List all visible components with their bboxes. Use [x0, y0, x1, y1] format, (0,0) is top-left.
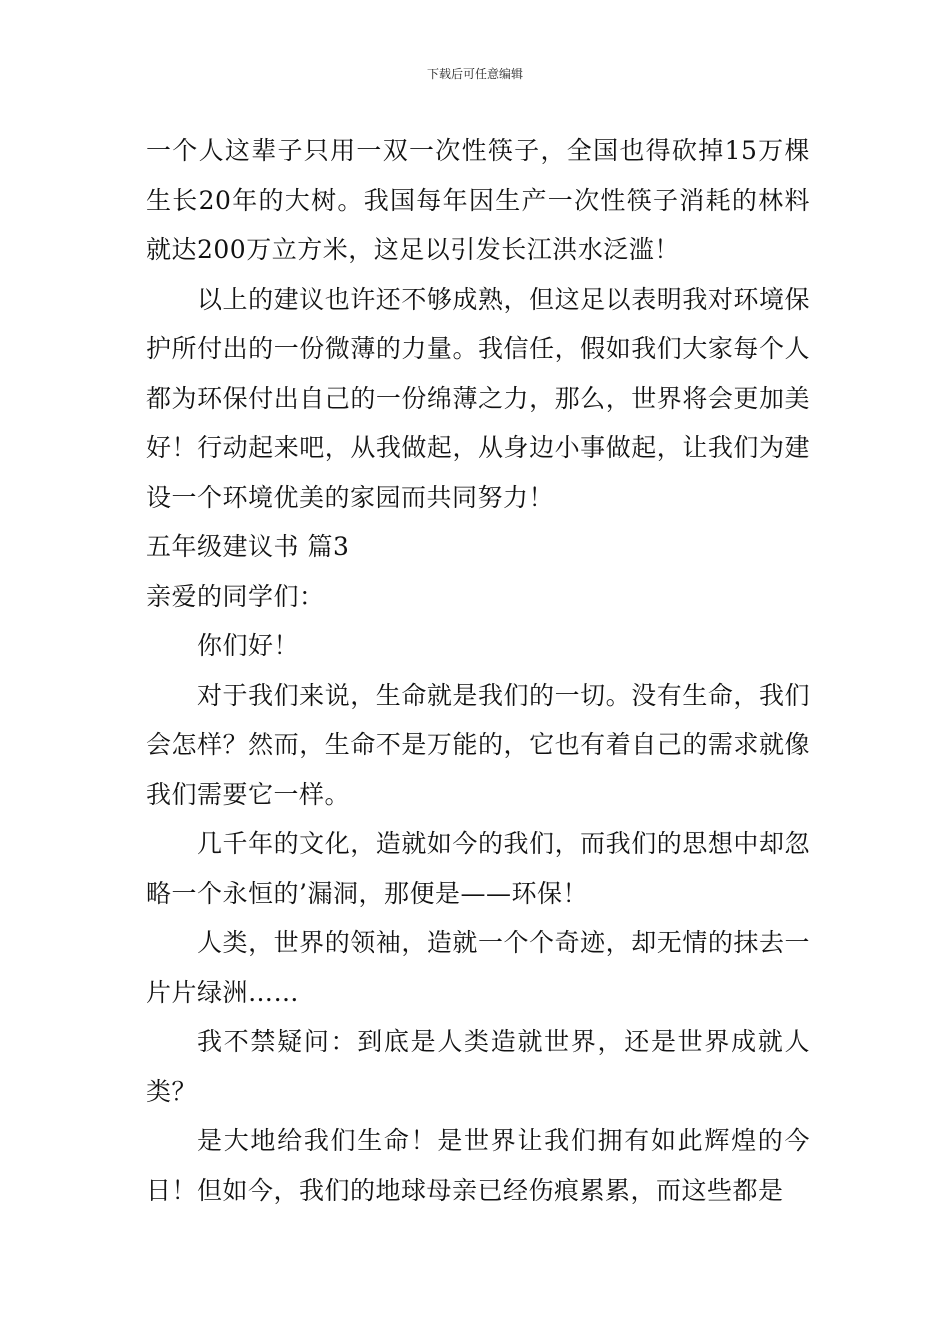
page-header-note: 下载后可任意编辑	[426, 67, 523, 81]
paragraph-life: 对于我们来说，生命就是我们的一切。没有生命，我们会怎样？然而，生命不是万能的，它也有着自己的需求就像我们需要它一样。	[146, 680, 810, 809]
paragraph-conclusion: 以上的建议也许还不够成熟，但这足以表明我对环境保护所付出的一份微薄的力量。我信任，假如我们大家每个人都为环保付出自己的一份绵薄之力，那么，世界将会更加美好！行动起来吧，从我做起，从身边小事做起，让我们为建设一个环境优美的家园而共同努力！	[146, 284, 810, 512]
document-body	[146, 126, 810, 1215]
salutation: 亲爱的同学们：	[146, 581, 325, 611]
paragraph-chopsticks: 一个人这辈子只用一双一次性筷子，全国也得砍掉15万棵生长20年的大树。我国每年因生产一次性筷子消耗的林料就达200万立方米，这足以引发长江洪水泛滥！	[146, 136, 810, 264]
paragraph-humanity: 人类，世界的领袖，造就一个个奇迹，却无情的抹去一片片绿洲……	[146, 928, 810, 1007]
section-title: 五年级建议书 篇3	[146, 532, 350, 561]
greeting: 你们好！	[197, 631, 300, 660]
paragraph-earth: 是大地给我们生命！是世界让我们拥有如此辉煌的今日！但如今，我们的地球母亲已经伤痕累累，而这些都是	[146, 1126, 810, 1205]
paragraph-culture: 几千年的文化，造就如今的我们，而我们的思想中却忽略一个永恒的’漏洞，那便是——环保！	[146, 829, 810, 908]
paragraph-question: 我不禁疑问：到底是人类造就世界，还是世界成就人类？	[146, 1027, 810, 1106]
